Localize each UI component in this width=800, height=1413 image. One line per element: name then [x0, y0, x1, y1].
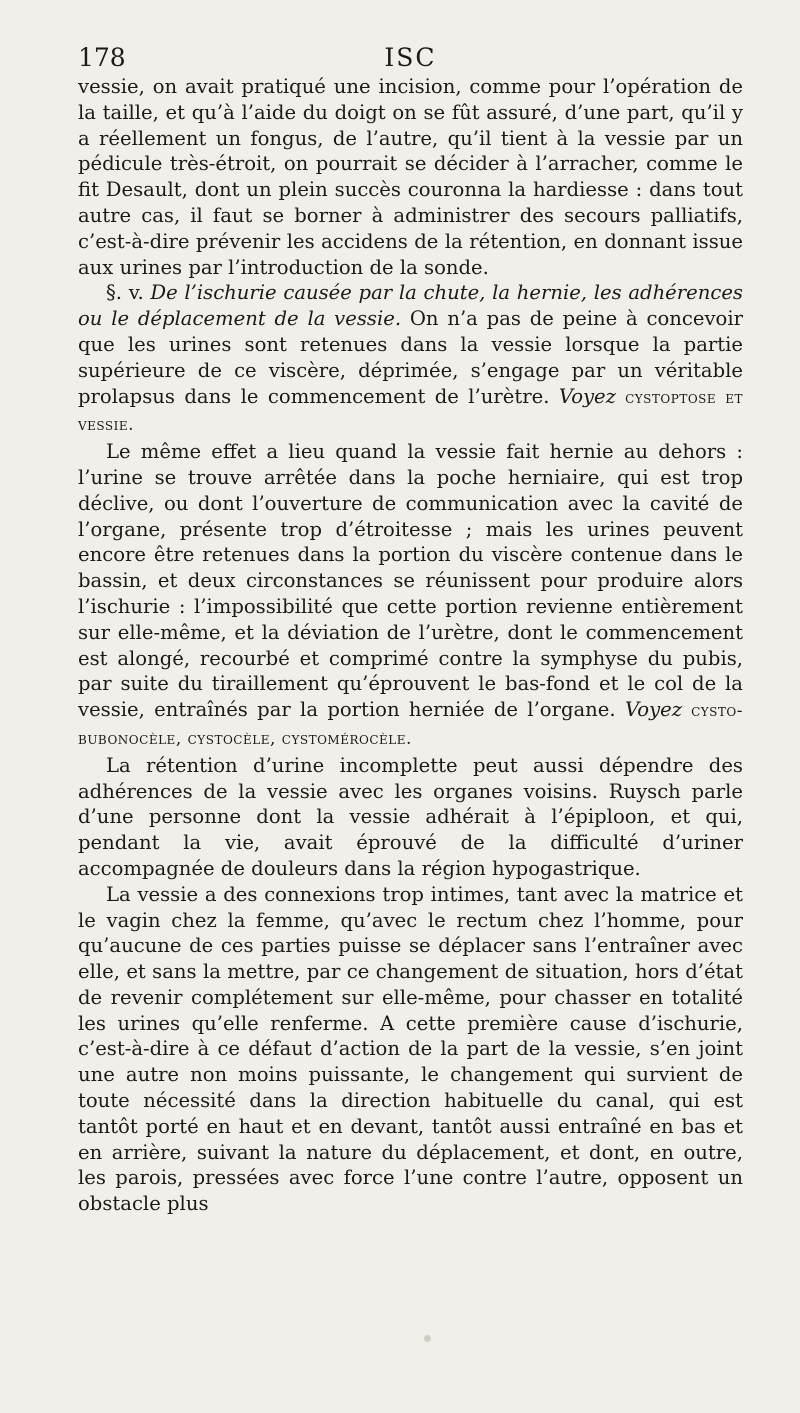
book-page: [78, 38, 743, 1217]
text-segment: vessie, on avait pratiqué une incision, comme pour l’opération de la taille, et qu’à l’aide du doigt on se fût assuré, d’une part, qu’il y a réellement un fongus, de l’autre, qu’il tient à la vessie par un pédicule très-étroit, on pourrait se décider à l’arracher, comme le fit Desault, dont un plein succès couronna la hardiesse : dans tout autre cas, il faut se borner à administrer des secours palliatifs, c’est-à-dire prévenir les accidens de la rétention, en donnant issue aux urines par l’introduction de la sonde.: [78, 75, 743, 279]
paragraph: [78, 280, 743, 439]
text-segment: On n’a pas de peine à concevoir que les urines sont retenues dans la vessie lorsque la partie supérieure de ce viscère, déprimée, s’engage par un véritable prolapsus dans le commencement de l’urètre.: [78, 307, 743, 408]
italic-text: De l’ischurie causée par la chute, la hernie, les adhérences ou le déplacement de la vessie.: [78, 281, 743, 331]
body-text: [78, 74, 743, 1217]
small-caps-reference: cysto-bubonocèle, cystocèle, cystomérocèle.: [78, 701, 743, 749]
paper-speck: [424, 1335, 431, 1342]
paragraph: [78, 439, 743, 753]
running-head: ISC: [384, 43, 437, 72]
paragraph: [78, 74, 743, 280]
page-number: 178: [78, 43, 126, 72]
paragraph: [78, 753, 743, 882]
text-segment: Le même effet a lieu quand la vessie fait hernie au dehors : l’urine se trouve arrêtée dans la poche herniaire, qui est trop déclive, ou dont l’ouverture de communication avec la cavité de l’organe, présente trop d’étroitesse ; mais les urines peuvent encore être retenues dans la portion du viscère contenue dans le bassin, et deux circonstances se réunissent pour produire alors l’ischurie : l’impossibilité que cette portion revienne entièrement sur elle-même, et la déviation de l’urètre, dont le commencement est alongé, recourbé et comprimé contre la symphyse du pubis, par suite du tiraillement qu’éprouvent le bas-fond et le col de la vessie, entraînés par la portion herniée de l’organe.: [78, 440, 743, 722]
page-header: [78, 38, 743, 78]
text-segment: La vessie a des connexions trop intimes, tant avec la matrice et le vagin chez la femme, qu’avec le rectum chez l’homme, pour qu’aucune de ces parties puisse se déplacer sans l’entraîner avec elle, et sans la mettre, par ce changement de situation, hors d’état de revenir complétement sur elle-même, pour chasser en totalité les urines qu’elle renferme. A cette première cause d’ischurie, c’est-à-dire à ce défaut d’action de la part de la vessie, s’en joint une autre non moins puissante, le changement qui survient de toute nécessité dans la direction habituelle du canal, qui est tantôt porté en haut et en devant, tantôt aussi entraîné en bas et en arrière, suivant la nature du déplacement, et dont, en outre, les parois, pressées avec force l’une contre l’autre, opposent un obstacle plus: [78, 882, 743, 1216]
italic-text: Voyez: [558, 384, 616, 408]
italic-text: Voyez: [624, 698, 683, 722]
paragraph: [78, 882, 743, 1217]
small-caps-reference: cystoptose et vessie.: [78, 387, 743, 436]
text-segment: La rétention d’urine incomplette peut aussi dépendre des adhérences de la vessie avec les organes voisins. Ruysch parle d’une personne dont la vessie adhérait à l’épiploon, et qui, pendant la vie, avait éprouvé de la difficulté d’uriner accompagnée de douleurs dans la région hypogastrique.: [78, 753, 743, 880]
text-segment: §. v.: [106, 281, 151, 305]
